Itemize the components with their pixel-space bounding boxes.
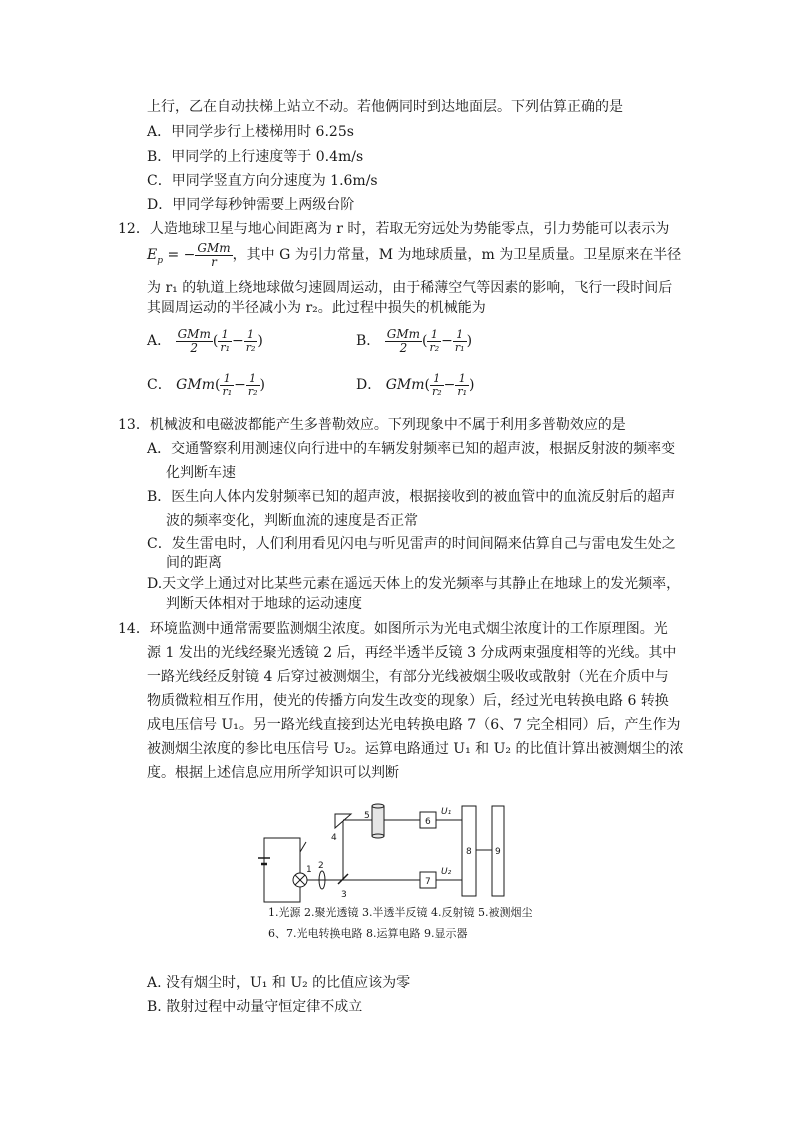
label-u2: U₂ [441,867,452,877]
q11-stem-continuation: 上行，乙在自动扶梯上站立不动。若他俩同时到达地面层。下列估算正确的是 [147,99,623,115]
frac-1-r1: $\frac{1}{\text{r₁}}$ [220,327,230,354]
source-circuit-wire [264,838,300,902]
q13-option-b-line1: B．医生向人体内发射频率已知的超声波，根据接收到的被血管中的血流反射后的超声 [147,489,676,505]
q12-option-b: B． $\frac{\text{GMm}}{2}$ ( $\frac{1}{\text{r₂}}$ − $\frac{1}{\text{r₁}}$ ) [356,326,473,355]
q12-stem-line3: 为 r₁ 的轨道上绕地球做匀速圆周运动，由于稀薄空气等因素的影响，飞行一段时间后 [147,280,673,296]
frac-1-r2: $\frac{1}{\text{r₂}}$ [429,327,440,354]
label-8: 8 [466,847,472,857]
label-4: 4 [331,833,337,843]
q11-option-c: C．甲同学竖直方向分速度为 1.6m/s [147,173,378,189]
formula-gmm-over-r: $\frac{\text{GMm}}{r}$ [197,240,231,269]
switch-icon [300,842,306,852]
label-1: 1 [306,865,312,875]
q14-stem-line2: 源 1 发出的光线经聚光透镜 2 后，再经半透半反镜 3 分成两束强度相等的光线。其中 [147,645,677,661]
label-5: 5 [364,811,370,821]
frac-1-r2: $\frac{1}{\text{r₂}}$ [247,371,258,398]
label-9: 9 [495,847,501,857]
q14-stem-line6: 被测烟尘浓度的参比电压信号 U₂。运算电路通过 U₁ 和 U₂ 的比值计算出被测烟尘的浓 [147,741,684,757]
q14-stem-line1: 14．环境监测中通常需要监测烟尘浓度。如图所示为光电式烟尘浓度计的工作原理图。光 [118,621,668,637]
label-2: 2 [318,861,324,871]
q14-stem-line7: 度。根据上述信息应用所学知识可以判断 [147,765,399,781]
frac-1-r1: $\frac{1}{\text{r₁}}$ [454,327,465,354]
frac-1-r2: $\frac{1}{\text{r₂}}$ [245,327,256,354]
smoke-sample-top [372,804,384,808]
q12-option-a: A． $\frac{\text{GMm}}{2}$ ( $\frac{1}{\text{r₁}}$ − $\frac{1}{\text{r₂}}$ ) [147,326,263,355]
q12-option-d-label: D． [356,377,382,393]
frac-1-r1: $\frac{1}{\text{r₁}}$ [222,371,233,398]
q11-option-b: B．甲同学的上行速度等于 0.4m/s [147,149,364,165]
q14-stem-line4: 物质微粒相互作用，使光的传播方向发生改变的现象）后，经过光电转换电路 6 转换 [147,693,669,709]
q12-stem-line2 [147,238,681,278]
frac-gmm-2: $\frac{\text{GMm}}{2}$ [177,326,211,355]
q11-option-d: D．甲同学每秒钟需要上两级台阶 [147,197,355,213]
q13-option-d-line1: D.天文学上通过对比某些元素在遥远天体上的发光频率与其静止在地球上的发光频率， [147,576,681,592]
q12-stem-line1: 12．人造地球卫星与地心间距离为 r 时，若取无穷远处为势能零点，引力势能可以表示为 [118,221,670,237]
label-3: 3 [341,890,347,900]
q13-stem: 13．机械波和电磁波都能产生多普勒效应。下列现象中不属于利用多普勒效应的是 [118,417,626,433]
q12-option-c: C． GMm( $\frac{1}{\text{r₁}}$ − $\frac{1}{\text{r₂}}$ ) [147,371,265,398]
q12-option-a-label: A． [147,333,172,349]
q13-option-b-line2: 波的频率变化，判断血流的速度是否正常 [166,513,418,529]
frac-gmm-2: $\frac{\text{GMm}}{2}$ [386,326,421,355]
q12-option-c-label: C． [147,377,172,393]
q13-option-c-line1: C．发生雷电时，人们利用看见闪电与听见雷声的时间间隔来估算自己与雷电发生处之 [147,536,676,552]
q14-option-a: A. 没有烟尘时，U₁ 和 U₂ 的比值应该为零 [147,975,411,991]
diagram-caption-line2: 6、7.光电转换电路 8.运算电路 9.显示器 [268,927,468,940]
q13-option-a-line2: 化判断车速 [166,465,236,481]
q13-option-a-line1: A．交通警察利用测速仪向行进中的车辆发射频率已知的超声波，根据反射波的频率变 [147,441,676,457]
q14-stem-line3: 一路光线经反射镜 4 后穿过被测烟尘，有部分光线被烟尘吸收或散射（光在介质中与 [147,669,669,685]
q12-option-b-label: B． [356,333,381,349]
q14-stem-line5: 成电压信号 U₁。另一路光线直接到达光电转换电路 7（6、7 完全相同）后，产生作为 [147,717,681,733]
diagram-caption-line1: 1.光源 2.聚光透镜 3.半透半反镜 4.反射镜 5.被测烟尘 [268,906,533,919]
q12-option-d: D． GMm( $\frac{1}{\text{r₂}}$ − $\frac{1}{\text{r₁}}$ ) [356,371,475,398]
q11-option-a: A．甲同学步行上楼梯用时 6.25s [147,124,354,140]
smoke-sample-icon [372,806,384,836]
label-6: 6 [425,817,431,827]
smoke-sample-bottom [372,834,384,838]
frac-1-r2: $\frac{1}{\text{r₂}}$ [431,371,442,398]
q13-option-c-line2: 间的距离 [166,555,222,571]
label-u1: U₁ [441,807,452,817]
frac-1-r1: $\frac{1}{\text{r₁}}$ [457,371,468,398]
q13-option-d-line2: 判断天体相对于地球的运动速度 [166,596,362,612]
q14-option-b: B. 散射过程中动量守恒定律不成立 [147,999,363,1015]
potential-energy-formula: $E_p$ = − [147,247,196,266]
label-7: 7 [425,877,431,887]
q12-stem-line4: 其圆周运动的半径减小为 r₂。此过程中损失的机械能为 [147,300,486,316]
q12-stem-line2-text: ，其中 G 为引力常量，M 为地球质量，m 为卫星质量。卫星原来在半径 [232,247,682,263]
